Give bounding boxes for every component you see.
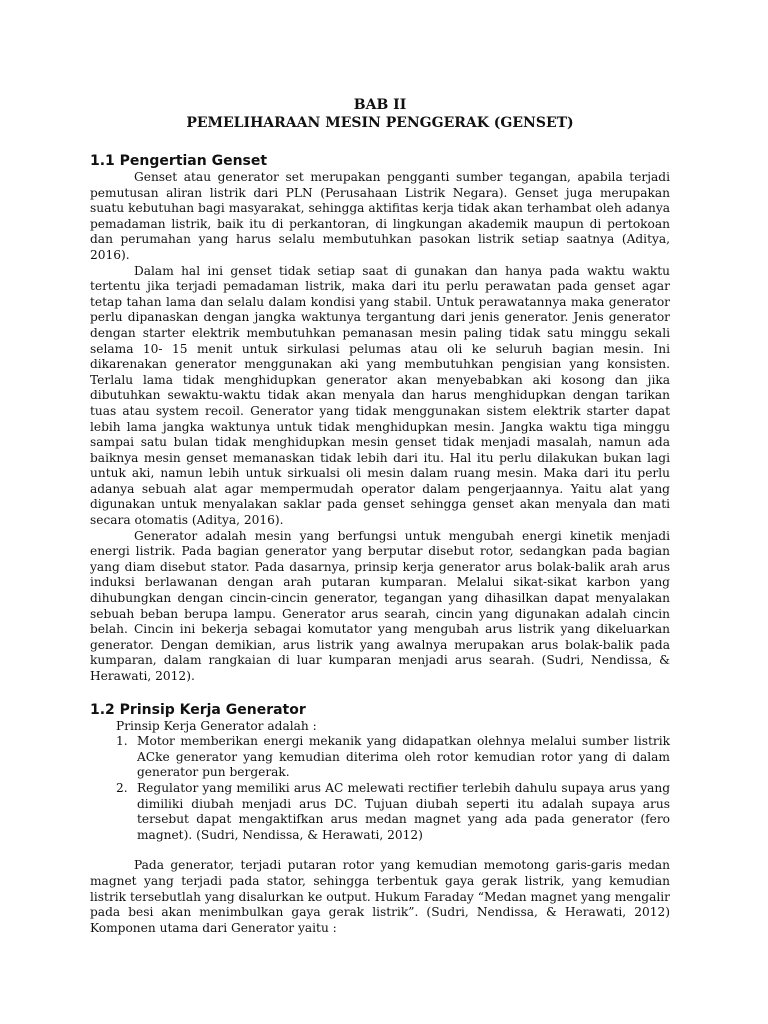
chapter-title: PEMELIHARAAN MESIN PENGGERAK (GENSET): [186, 115, 574, 131]
numbered-list: [90, 734, 670, 843]
chapter-label: BAB II: [353, 97, 407, 113]
list-item-number: 1.: [116, 734, 128, 749]
paragraph: Generator adalah mesin yang berfungsi untuk mengubah energi kinetik menjadi energi listrik. Pada bagian generator yang berputar disebut rotor, sedangkan pada bagian yang diam disebut stator. Pada dasarnya, prinsip kerja generator arus bolak-balik arah arus induksi berlawanan dengan arah putaran kumparan. Melalui sikat-sikat karbon yang dihubungkan dengan cincin-cincin generator, tegangan yang dihasilkan dapat menyalakan sebuah beban berupa lampu. Generator arus searah, cincin yang digunakan adalah cincin belah. Cincin ini bekerja sebagai komutator yang mengubah arus listrik yang dikeluarkan generator. Dengan demikian, arus listrik yang awalnya merupakan arus bolak-balik pada kumparan, dalam rangkaian di luar kumparan menjadi arus searah. (Sudri, Nendissa, & Herawati, 2012).: [90, 528, 670, 683]
section-heading-pengertian-genset: 1.1 Pengertian Genset: [90, 153, 268, 169]
list-item-text: Motor memberikan energi mekanik yang didapatkan olehnya melalui sumber listrik ACke generator yang kemudian diterima oleh rotor kemudian rotor yang di dalam generator pun bergerak.: [137, 734, 670, 780]
list-item: [90, 781, 670, 843]
list-intro: Prinsip Kerja Generator adalah :: [116, 718, 317, 733]
section-heading-prinsip-kerja: 1.2 Prinsip Kerja Generator: [90, 701, 306, 718]
paragraph: Dalam hal ini genset tidak setiap saat di gunakan dan hanya pada waktu waktu tertentu jika terjadi pemadaman listrik, maka dari itu perlu perawatan pada genset agar tetap tahan lama dan selalu dalam kondisi yang stabil. Untuk perawatannya maka generator perlu dipanaskan dengan jangka waktunya tergantung dari jenis generator. Jenis generator dengan starter elektrik membutuhkan pemanasan mesin paling tidak satu minggu sekali selama 10- 15 menit untuk sirkulasi pelumas atau oli ke seluruh bagian mesin. Ini dikarenakan generator menggunakan aki yang membutuhkan pengisian yang konsisten. Terlalu lama tidak menghidupkan generator akan menyebabkan aki kosong dan jika dibutuhkan sewaktu-waktu tidak akan menyala dan harus menghidupkan dengan tarikan tuas atau system recoil. Generator yang tidak menggunakan sistem elektrik starter dapat lebih lama jangka waktunya untuk tidak menghidupkan mesin. Jangka waktu tiga minggu sampai satu bulan tidak menghidupkan mesin genset tidak menjadi masalah, namun ada baiknya mesin genset memanaskan tidak lebih dari itu. Hal itu perlu dilakukan bukan lagi untuk aki, namun lebih untuk sirkualsi oli mesin dalam ruang mesin. Maka dari itu perlu adanya sebuah alat agar mempermudah operator dalam pengerjaannya. Yaitu alat yang digunakan untuk menyalakan saklar pada genset sehingga genset akan menyala dan mati secara otomatis (Aditya, 2016).: [90, 263, 670, 528]
paragraph: Genset atau generator set merupakan pengganti sumber tegangan, apabila terjadi pemutusan aliran listrik dari PLN (Perusahaan Listrik Negara). Genset juga merupakan suatu kebutuhan bagi masyarakat, sehingga aktifitas kerja tidak akan terhambat oleh adanya pemadaman listrik, baik itu di perkantoran, di lingkungan akademik maupun di pertokoan dan perumahan yang harus selalu membutuhkan pasokan listrik setiap saatnya (Aditya, 2016).: [90, 170, 670, 262]
list-item-text: Regulator yang memiliki arus AC melewati rectifier terlebih dahulu supaya arus yang dimiliki diubah menjadi arus DC. Tujuan diubah seperti itu adalah supaya arus tersebut dapat mengaktifkan arus medan magnet yang ada pada generator (fero magnet). (Sudri, Nendissa, & Herawati, 2012): [137, 780, 670, 842]
paragraph: Pada generator, terjadi putaran rotor yang kemudian memotong garis-garis medan magnet yang terjadi pada stator, sehingga terbentuk gaya gerak listrik, yang kemudian listrik tersebutlah yang disalurkan ke output. Hukum Faraday “Medan magnet yang mengalir pada besi akan menimbulkan gaya gerak listrik”. (Sudri, Nendissa, & Herawati, 2012) Komponen utama dari Generator yaitu :: [90, 858, 670, 935]
list-item: [90, 734, 670, 781]
list-item-number: 2.: [116, 780, 128, 795]
